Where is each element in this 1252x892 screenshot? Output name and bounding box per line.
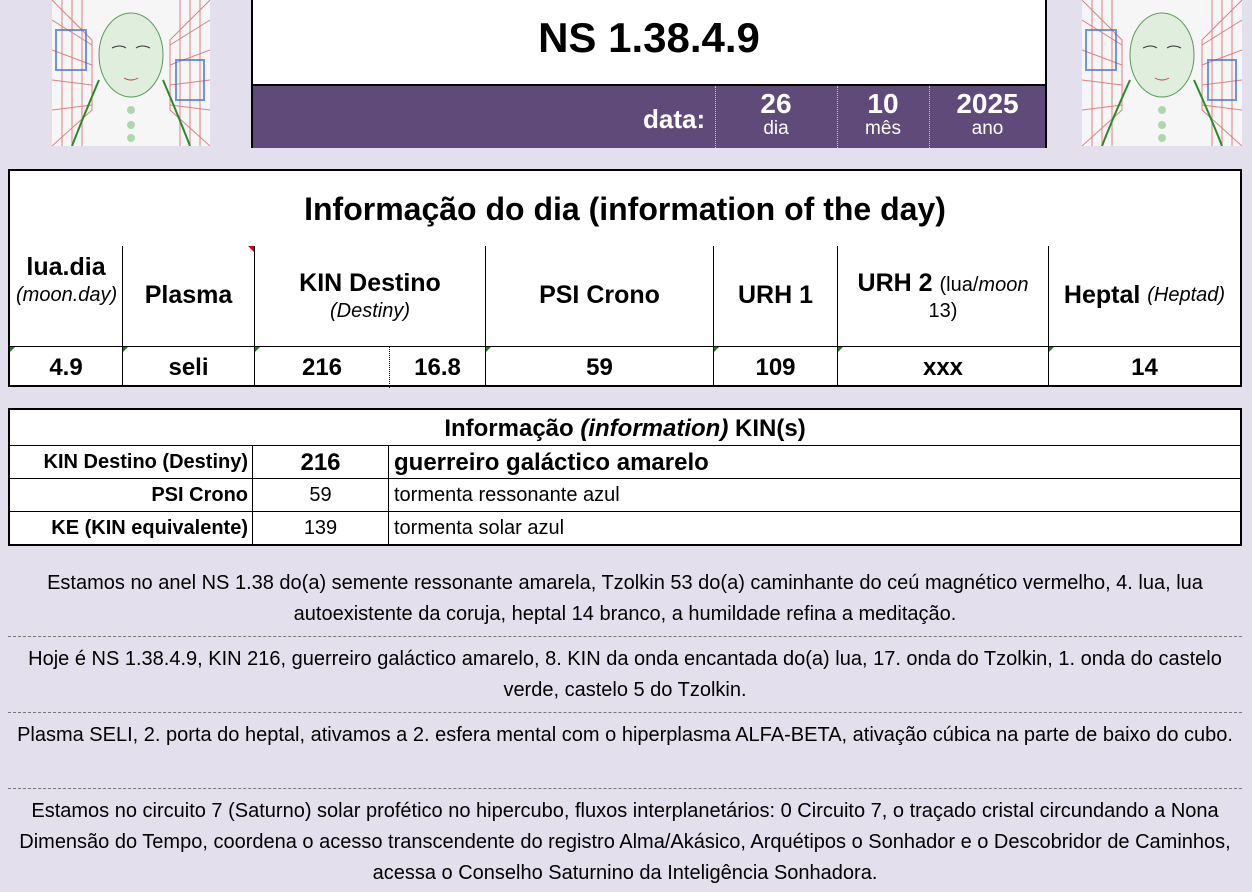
- col-urh2-sub-a: (lua/: [939, 274, 979, 296]
- header-box: [251, 0, 1047, 148]
- kin-row-number[interactable]: 139: [253, 512, 389, 545]
- date-day-cell[interactable]: [716, 86, 836, 148]
- kin-row-number[interactable]: 59: [253, 479, 389, 512]
- kin-title-b: (information): [580, 415, 729, 442]
- date-year-cell[interactable]: [930, 86, 1045, 148]
- kin-row-label[interactable]: KE (KIN equivalente): [10, 512, 253, 545]
- col-lua-dia-label: lua.dia: [26, 253, 106, 281]
- col-urh2-sub-c: 13): [928, 300, 958, 323]
- paragraph-hoje: Hoje é NS 1.38.4.9, KIN 216, guerreiro galáctico amarelo, 8. KIN da onda encantada do(a) lua, 17. onda do Tzolkin, 1. onda do castelo verde, castelo 5 do Tzolkin.: [28, 648, 1222, 701]
- info-day-title: Informação do dia (information of the day): [304, 191, 946, 227]
- col-kin-destino-value2[interactable]: 16.8: [389, 346, 485, 388]
- paragraph-circuito: Estamos no circuito 7 (Saturno) solar profético no hipercubo, fluxos interplanetários: 0 Circuito 7, o traçado cristal circundando a Nona Dimensão do Tempo, coordena o acesso transcendente do registro Alma/Akásico, Arquétipos o Sonhador e o Descobridor de Caminhos, acessa o Conselho Saturnino da Inteligência Sonhadora.: [19, 800, 1231, 884]
- divider: [8, 712, 1242, 713]
- date-month-value: 10: [867, 88, 899, 119]
- col-psi-crono-label: PSI Crono: [539, 280, 660, 309]
- col-heptal-sub: (Heptad): [1147, 284, 1226, 306]
- col-heptal: [1048, 246, 1240, 387]
- kin-row-name[interactable]: tormenta ressonante azul: [394, 484, 620, 506]
- kin-row-label[interactable]: KIN Destino (Destiny): [10, 446, 253, 479]
- col-psi-crono: [485, 246, 713, 387]
- kin-info-title: [10, 410, 1240, 446]
- col-kin-destino-value[interactable]: 216: [255, 346, 389, 388]
- col-psi-crono-value[interactable]: 59: [486, 346, 713, 388]
- paragraph-anel: Estamos no anel NS 1.38 do(a) semente ressonante amarela, Tzolkin 53 do(a) caminhante do ceú magnético vermelho, 4. lua, lua autoexistente da coruja, heptal 14 branco, a humildade refina a meditação.: [47, 572, 1203, 625]
- paragraph-plasma: Plasma SELI, 2. porta do heptal, ativamos a 2. esfera mental com o hiperplasma ALFA-BETA, ativação cúbica na parte de baixo do cubo.: [17, 724, 1233, 746]
- col-urh2-sub-b: moon: [978, 274, 1029, 296]
- col-kin-destino-sub: (Destiny): [329, 300, 410, 323]
- col-urh2-label: URH 2: [857, 269, 933, 297]
- date-day-caption: dia: [763, 118, 789, 139]
- col-lua-dia-value[interactable]: 4.9: [10, 346, 122, 388]
- col-plasma: [122, 246, 254, 387]
- divider: [8, 636, 1242, 637]
- table-row: [10, 479, 1240, 512]
- date-label: data:: [643, 104, 706, 134]
- col-heptal-value[interactable]: 14: [1049, 346, 1240, 388]
- col-heptal-label: Heptal: [1063, 280, 1141, 309]
- col-urh2-value[interactable]: xxx: [838, 346, 1048, 388]
- portrait-image-left: [52, 0, 210, 146]
- table-row: [10, 512, 1240, 545]
- page-title: NS 1.38.4.9: [538, 14, 760, 61]
- kin-title-a: Informação: [444, 415, 574, 442]
- table-row: [10, 446, 1240, 479]
- divider: [8, 788, 1242, 789]
- col-kin-destino-label: KIN Destino: [299, 269, 441, 297]
- col-plasma-label: Plasma: [144, 280, 233, 309]
- date-month-cell[interactable]: [838, 86, 928, 148]
- col-urh1: [713, 246, 837, 387]
- kin-row-label[interactable]: PSI Crono: [10, 479, 253, 512]
- kin-row-name[interactable]: guerreiro galáctico amarelo: [394, 449, 709, 476]
- col-kin-destino: [254, 246, 485, 387]
- date-year-caption: ano: [971, 118, 1004, 139]
- kin-row-name[interactable]: tormenta solar azul: [394, 517, 565, 539]
- date-month-caption: mês: [865, 118, 901, 139]
- portrait-image-right: [1082, 0, 1242, 146]
- col-lua-dia-sub: (moon.day): [16, 284, 118, 307]
- col-urh2: [837, 246, 1048, 387]
- kin-title-c: KIN(s): [735, 415, 806, 442]
- info-day-table: [8, 169, 1242, 387]
- col-lua-dia: [10, 246, 122, 387]
- date-year-value: 2025: [956, 88, 1019, 119]
- date-bar: [253, 84, 1045, 148]
- kin-row-number[interactable]: 216: [253, 446, 389, 479]
- col-plasma-value[interactable]: seli: [123, 346, 254, 388]
- col-urh1-value[interactable]: 109: [714, 346, 837, 388]
- kin-info-table: [8, 408, 1242, 546]
- col-urh1-label: URH 1: [737, 280, 813, 309]
- date-day-value: 26: [760, 88, 792, 119]
